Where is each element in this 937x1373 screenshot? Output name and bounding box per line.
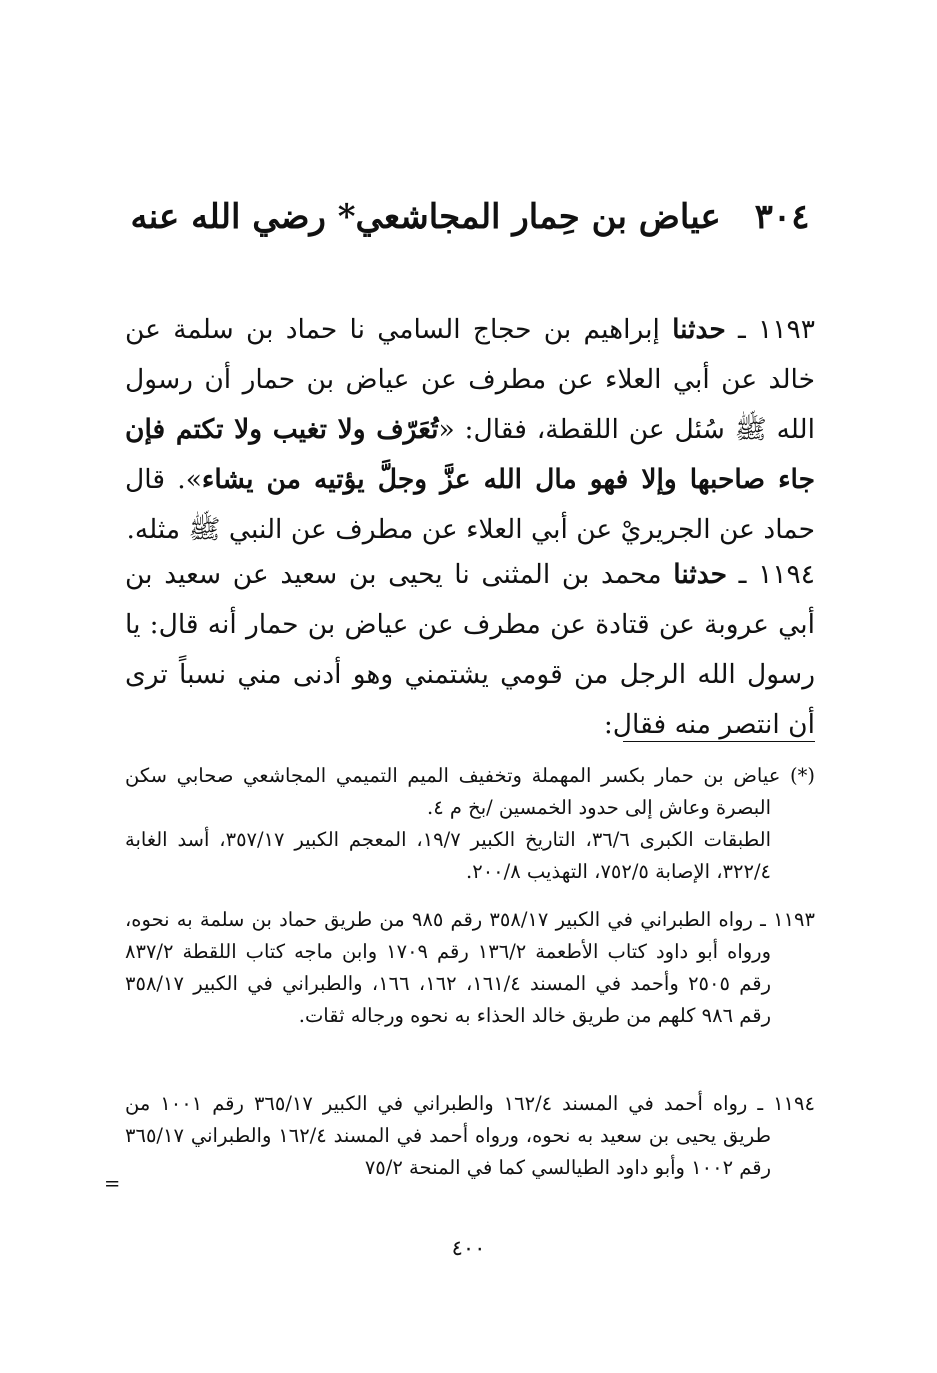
hadith-lead: حدثنا bbox=[672, 314, 726, 345]
hadith-number: ١١٩٣ bbox=[758, 314, 815, 345]
footnote-1194-text: ١١٩٤ ـ رواه أحمد في المسند ١٦٢/٤ والطبراني في الكبير ٣٦٥/١٧ رقم ١٠٠١ من طريق يحيى بن سعيد به نحوه، ورواه أحمد في المسند ١٦٢/٤ والطبراني ٣٦٥/١٧ رقم ١٠٠٢ وأبو داود الطيالسي كما في المنحة ٧٥/٢ bbox=[125, 1092, 815, 1179]
page-number: ٤٠٠ bbox=[451, 1236, 486, 1260]
hadith-tail: ». قال حماد عن الجريريْ عن أبي العلاء عن مطرف عن النبي ﷺ مثله. bbox=[125, 464, 815, 545]
footnote-1193 bbox=[125, 904, 815, 1032]
footnote-1194 bbox=[125, 1088, 815, 1184]
footnote-sources: الطبقات الكبرى ٣٦/٦، التاريخ الكبير ١٩/٧، المعجم الكبير ٣٥٧/١٧، أسد الغابة ٣٢٢/٤، الإصابة ٧٥٢/٥، التهذيب ٢٠٠/٨. bbox=[125, 828, 771, 883]
hadith-lead: حدثنا bbox=[673, 559, 727, 590]
hadith-isnad: إبراهيم بن حجاج السامي نا حماد بن سلمة عن خالد عن أبي العلاء عن مطرف عن عياض بن حمار أن رسول الله ﷺ سُئل عن اللقطة، فقال: « bbox=[125, 314, 815, 445]
chapter-name: عياض بن حِمار المجاشعي* رضي الله عنه bbox=[130, 196, 721, 237]
footnote-number: ١١٩٣ bbox=[773, 908, 815, 931]
hadith-1194: ١١٩٤ ـ حدثنا محمد بن المثنى نا يحيى بن سعيد عن سعيد بن أبي عروبة عن قتادة عن مطرف عن عياض بن حمار أنه قال: يا رسول الله الرجل من قومي يشتمني وهو أدنى مني نسباً ترى أن انتصر منه فقال: bbox=[125, 559, 815, 740]
footnote-number: ١١٩٤ bbox=[773, 1092, 815, 1115]
hadith-text: محمد بن المثنى نا يحيى بن سعيد عن سعيد بن أبي عروبة عن قتادة عن مطرف عن عياض بن حمار أنه قال: يا رسول الله الرجل من قومي يشتمني وهو أدنى مني نسباً ترى أن انتصر منه فقال: bbox=[125, 559, 815, 740]
chapter-number: ٣٠٤ bbox=[754, 196, 810, 237]
footnote-body: رواه أحمد في المسند ١٦٢/٤ والطبراني في الكبير ٣٦٥/١٧ رقم ١٠٠١ من طريق يحيى بن سعيد به نحوه، ورواه أحمد في المسند ١٦٢/٤ والطبراني ٣٦٥/١٧ رقم ١٠٠٢ وأبو داود الطيالسي كما في المنحة ٧٥/٢ bbox=[125, 1092, 771, 1179]
hadith-number: ١١٩٤ bbox=[758, 559, 815, 590]
chapter-title bbox=[130, 193, 810, 241]
footnote-1193-text: ١١٩٣ ـ رواه الطبراني في الكبير ٣٥٨/١٧ رقم ٩٨٥ من طريق حماد بن سلمة به نحوه، ورواه أبو داود كتاب الأطعمة ١٣٦/٢ رقم ١٧٠٩ وابن ماجه كتاب اللقطة ٨٣٧/٢ رقم ٢٥٠٥ وأحمد في المسند ١٦١/٤، ١٦٢، ١٦٦، والطبراني في الكبير ٣٥٨/١٧ رقم ٩٨٦ كلهم من طريق خالد الحذاء به نحوه ورجاله ثقات. bbox=[125, 908, 815, 1027]
footnote-bio bbox=[125, 760, 815, 888]
footnote-body: رواه الطبراني في الكبير ٣٥٨/١٧ رقم ٩٨٥ من طريق حماد بن سلمة به نحوه، ورواه أبو داود كتاب الأطعمة ١٣٦/٢ رقم ١٧٠٩ وابن ماجه كتاب اللقطة ٨٣٧/٢ رقم ٢٥٠٥ وأحمد في المسند ١٦١/٤، ١٦٢، ١٦٦، والطبراني في الكبير ٣٥٨/١٧ رقم ٩٨٦ كلهم من طريق خالد الحذاء به نحوه ورجاله ثقات. bbox=[125, 908, 772, 1027]
footnote-separator bbox=[623, 741, 815, 742]
hadith-1193: ١١٩٣ ـ حدثنا إبراهيم بن حجاج السامي نا حماد بن سلمة عن خالد عن أبي العلاء عن مطرف عن عياض بن حمار أن رسول الله ﷺ سُئل عن اللقطة، فقال: «تُعَرّف ولا تغيب ولا تكتم فإن جاء صاحبها وإلا فهو مال الله عزَّ وجلَّ يؤتيه من يشاء». قال حماد عن الجريريْ عن أبي العلاء عن مطرف عن النبي ﷺ مثله. bbox=[125, 314, 815, 545]
continuation-mark: = bbox=[104, 1172, 121, 1195]
footnote-bio-body: عياض بن حمار بكسر المهملة وتخفيف الميم التميمي المجاشعي صحابي سكن البصرة وعاش إلى حدود الخمسين /بخ م ٤. bbox=[125, 764, 781, 819]
hadith-quote: تُعَرّف ولا تغيب ولا تكتم فإن جاء صاحبها وإلا فهو مال الله عزَّ وجلَّ يؤتيه من يشاء bbox=[125, 414, 815, 495]
footnote-marker: (*) bbox=[790, 764, 815, 787]
footnote-bio-text bbox=[125, 760, 815, 824]
